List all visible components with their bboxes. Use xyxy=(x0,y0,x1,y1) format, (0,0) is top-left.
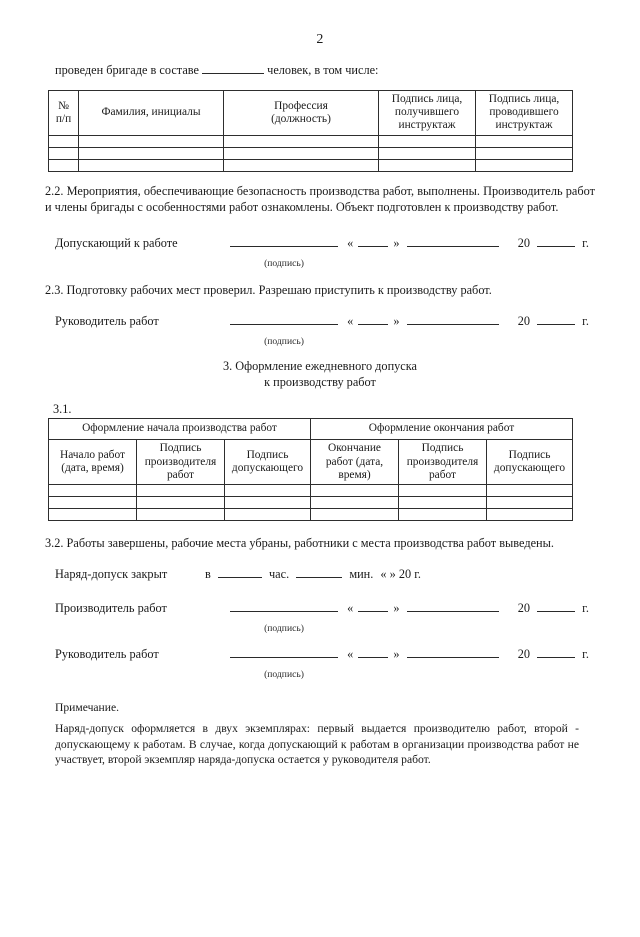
signature-caption: (подпись) xyxy=(264,623,304,635)
signature-line-producer[interactable] xyxy=(230,611,338,635)
cell-sig-admitting-start[interactable] xyxy=(225,484,311,496)
cell-signature-received[interactable] xyxy=(379,159,476,171)
section-3-1-number: 3.1. xyxy=(53,402,72,417)
cell-name[interactable] xyxy=(79,135,224,147)
cell-end-work[interactable] xyxy=(311,496,399,508)
instruction-table xyxy=(48,90,573,172)
cell-signature-received[interactable] xyxy=(379,147,476,159)
col-header-sig-admitting-end xyxy=(487,440,573,485)
quote-close: » xyxy=(393,235,400,250)
col-header-sig-producer-end-line2: производителя xyxy=(406,455,479,468)
year-prefix: 20 xyxy=(517,235,530,250)
quote-open: « xyxy=(347,235,354,250)
col-header-signature-received-line3: инструктаж xyxy=(398,119,456,132)
cell-profession[interactable] xyxy=(224,135,379,147)
col-header-sig-producer-end-line1: Подпись xyxy=(421,442,464,455)
cell-signature-received[interactable] xyxy=(379,135,476,147)
col-header-sig-admitting-start-line2: допускающего xyxy=(231,462,304,475)
cell-signature-conducted[interactable] xyxy=(476,147,573,159)
cell-sig-admitting-start[interactable] xyxy=(225,496,311,508)
signature-label-producer: Производитель работ xyxy=(55,601,167,616)
daily-permit-table xyxy=(48,418,573,521)
table-subheader-row xyxy=(49,440,573,485)
cell-number[interactable] xyxy=(49,159,79,171)
month-field-admitting[interactable] xyxy=(407,246,499,247)
quote-close: » xyxy=(393,601,400,616)
daily-permit-table-body xyxy=(49,484,573,520)
col-header-start-work-line2: (дата, время) xyxy=(61,462,124,475)
col-header-end-work-line2: работ (дата, xyxy=(325,455,384,468)
year-suffix: г. xyxy=(414,567,421,582)
year-field-manager-2[interactable] xyxy=(537,657,575,658)
section-3-heading xyxy=(45,358,595,390)
group-header-start: Оформление начала производства работ xyxy=(49,419,311,440)
cell-signature-conducted[interactable] xyxy=(476,159,573,171)
signature-row-producer xyxy=(55,601,595,635)
quote-open: « xyxy=(347,601,354,616)
close-permit-fields xyxy=(205,567,421,582)
month-field-producer[interactable] xyxy=(407,611,499,612)
year-suffix: г. xyxy=(582,647,589,662)
year-prefix: 20 xyxy=(398,567,412,582)
year-field-admitting[interactable] xyxy=(537,246,575,247)
col-header-profession-line2: (должность) xyxy=(271,112,331,125)
cell-sig-producer-start[interactable] xyxy=(137,508,225,520)
col-header-signature-received-line1: Подпись лица, xyxy=(391,93,463,105)
signature-fields-manager-2 xyxy=(230,647,589,681)
month-field-manager-1[interactable] xyxy=(407,324,499,325)
signature-caption: (подпись) xyxy=(264,257,304,269)
col-header-number-line1: № xyxy=(58,99,69,112)
year-suffix: г. xyxy=(582,235,589,250)
col-header-profession-line1: Профессия xyxy=(274,99,328,112)
signature-caption: (подпись) xyxy=(264,336,304,348)
section-3-title-line2: к производству работ xyxy=(264,375,376,390)
col-header-sig-producer-end xyxy=(399,440,487,485)
cell-sig-producer-end[interactable] xyxy=(399,496,487,508)
intro-text-after: человек, в том числе: xyxy=(267,63,379,77)
quote-close: » xyxy=(389,567,396,582)
signature-line-manager-2[interactable] xyxy=(230,657,338,681)
intro-line xyxy=(55,62,595,78)
table-header-row xyxy=(49,91,573,136)
col-header-signature-conducted xyxy=(476,91,573,136)
col-header-name xyxy=(79,91,224,136)
signature-row-manager-2 xyxy=(55,647,595,681)
cell-sig-producer-end[interactable] xyxy=(399,484,487,496)
signature-label-admitting: Допускающий к работе xyxy=(55,235,178,250)
year-field-manager-1[interactable] xyxy=(537,324,575,325)
col-header-signature-received-line2: получившего xyxy=(394,106,460,119)
year-prefix: 20 xyxy=(517,647,530,662)
col-header-signature-received xyxy=(379,91,476,136)
day-field-admitting[interactable] xyxy=(358,246,388,247)
section-2-2-paragraph: 2.2. Мероприятия, обеспечивающие безопасность производства работ, выполнены. Производитель работ и члены бригады с особенностями работ ознакомлены. Объект подготовлен к производству работ. xyxy=(45,183,595,215)
year-prefix: 20 xyxy=(517,314,530,329)
day-field-producer[interactable] xyxy=(358,611,388,612)
signature-row-manager-1 xyxy=(55,314,595,348)
col-header-sig-producer-start xyxy=(137,440,225,485)
year-suffix: г. xyxy=(582,314,589,329)
preposition-v: в xyxy=(205,567,211,582)
cell-start-work[interactable] xyxy=(49,496,137,508)
cell-end-work[interactable] xyxy=(311,484,399,496)
quote-open: « xyxy=(380,567,387,582)
group-header-end: Оформление окончания работ xyxy=(311,419,573,440)
table-row[interactable] xyxy=(49,484,573,496)
cell-sig-admitting-start[interactable] xyxy=(225,508,311,520)
col-header-start-work-line1: Начало работ xyxy=(59,448,125,461)
instruction-table-wrapper xyxy=(45,90,595,172)
year-field-producer[interactable] xyxy=(537,611,575,612)
cell-name[interactable] xyxy=(79,147,224,159)
signature-fields-admitting xyxy=(230,235,589,269)
year-prefix: 20 xyxy=(517,601,530,616)
quote-open: « xyxy=(347,314,354,329)
table-row[interactable] xyxy=(49,147,573,159)
instruction-table-body xyxy=(49,135,573,171)
col-header-sig-admitting-start-line1: Подпись xyxy=(246,448,289,461)
note-title: Примечание. xyxy=(55,701,119,715)
cell-sig-producer-end[interactable] xyxy=(399,508,487,520)
col-header-number xyxy=(49,91,79,136)
section-2-3-paragraph: 2.3. Подготовку рабочих мест проверил. Разрешаю приступить к производству работ. xyxy=(45,282,492,297)
quote-open: « xyxy=(347,647,354,662)
intro-text-before: проведен бригаде в составе xyxy=(55,63,199,77)
col-header-sig-admitting-end-line1: Подпись xyxy=(508,448,551,461)
brigade-count-blank[interactable] xyxy=(202,73,264,74)
document-page xyxy=(0,32,640,937)
cell-end-work[interactable] xyxy=(311,508,399,520)
cell-sig-admitting-end[interactable] xyxy=(487,508,573,520)
cell-number[interactable] xyxy=(49,147,79,159)
signature-fields-manager-1 xyxy=(230,314,589,348)
col-header-end-work xyxy=(311,440,399,485)
section-3-2-paragraph: 3.2. Работы завершены, рабочие места убраны, работники с места производства работ выведены. xyxy=(45,535,554,550)
unit-minutes: мин. xyxy=(349,567,374,582)
cell-sig-admitting-end[interactable] xyxy=(487,496,573,508)
signature-fields-producer xyxy=(230,601,589,635)
cell-profession[interactable] xyxy=(224,147,379,159)
table-row[interactable] xyxy=(49,496,573,508)
cell-start-work[interactable] xyxy=(49,508,137,520)
page-number: 2 xyxy=(316,32,324,47)
table-group-header-row xyxy=(49,419,573,440)
cell-sig-admitting-end[interactable] xyxy=(487,484,573,496)
col-header-signature-conducted-line1: Подпись лица, xyxy=(488,93,560,105)
col-header-sig-producer-end-line3: работ xyxy=(428,468,457,481)
cell-number[interactable] xyxy=(49,135,79,147)
col-header-sig-producer-start-line1: Подпись xyxy=(159,442,202,455)
cell-start-work[interactable] xyxy=(49,484,137,496)
day-field-manager-2[interactable] xyxy=(358,657,388,658)
col-header-sig-admitting-end-line2: допускающего xyxy=(493,462,566,475)
daily-permit-table-wrapper xyxy=(45,418,595,521)
signature-line-admitting[interactable] xyxy=(230,246,338,269)
col-header-profession xyxy=(224,91,379,136)
quote-close: » xyxy=(393,314,400,329)
table-row[interactable] xyxy=(49,135,573,147)
signature-row-admitting xyxy=(55,235,595,269)
quote-close: » xyxy=(393,647,400,662)
table-row[interactable] xyxy=(49,508,573,520)
col-header-end-work-line3: время) xyxy=(338,468,371,481)
year-suffix: г. xyxy=(582,601,589,616)
note-body: Наряд-допуск оформляется в двух экземплярах: первый выдается производителю работ, второй - допускающему к работам. В случае, когда допускающий к работам в организации производства работ не участвует, второй экземпляр наряда-допуска остается у руководителя работ. xyxy=(55,722,579,767)
close-permit-row xyxy=(55,567,595,593)
col-header-start-work xyxy=(49,440,137,485)
unit-hours: час. xyxy=(268,567,290,582)
day-field-manager-1[interactable] xyxy=(358,324,388,325)
cell-signature-conducted[interactable] xyxy=(476,135,573,147)
cell-name[interactable] xyxy=(79,159,224,171)
col-header-signature-conducted-line3: инструктаж xyxy=(495,119,553,132)
col-header-signature-conducted-line2: проводившего xyxy=(489,106,559,119)
cell-sig-producer-start[interactable] xyxy=(137,484,225,496)
col-header-sig-producer-start-line3: работ xyxy=(166,468,195,481)
month-field-manager-2[interactable] xyxy=(407,657,499,658)
signature-line-manager-1[interactable] xyxy=(230,324,338,348)
signature-caption: (подпись) xyxy=(264,669,304,681)
col-header-sig-admitting-start xyxy=(225,440,311,485)
table-row[interactable] xyxy=(49,159,573,171)
minutes-field[interactable] xyxy=(296,577,342,578)
section-3-title-line1: 3. Оформление ежедневного допуска xyxy=(222,359,418,374)
cell-sig-producer-start[interactable] xyxy=(137,496,225,508)
signature-label-manager-1: Руководитель работ xyxy=(55,314,159,329)
col-header-sig-producer-start-line2: производителя xyxy=(144,455,217,468)
col-header-number-line2: п/п xyxy=(55,112,72,125)
close-permit-label: Наряд-допуск закрыт xyxy=(55,567,168,582)
signature-label-manager-2: Руководитель работ xyxy=(55,647,159,662)
col-header-end-work-line1: Окончание xyxy=(327,442,381,455)
col-header-name-line1: Фамилия, инициалы xyxy=(101,106,201,119)
cell-profession[interactable] xyxy=(224,159,379,171)
hours-field[interactable] xyxy=(218,577,262,578)
